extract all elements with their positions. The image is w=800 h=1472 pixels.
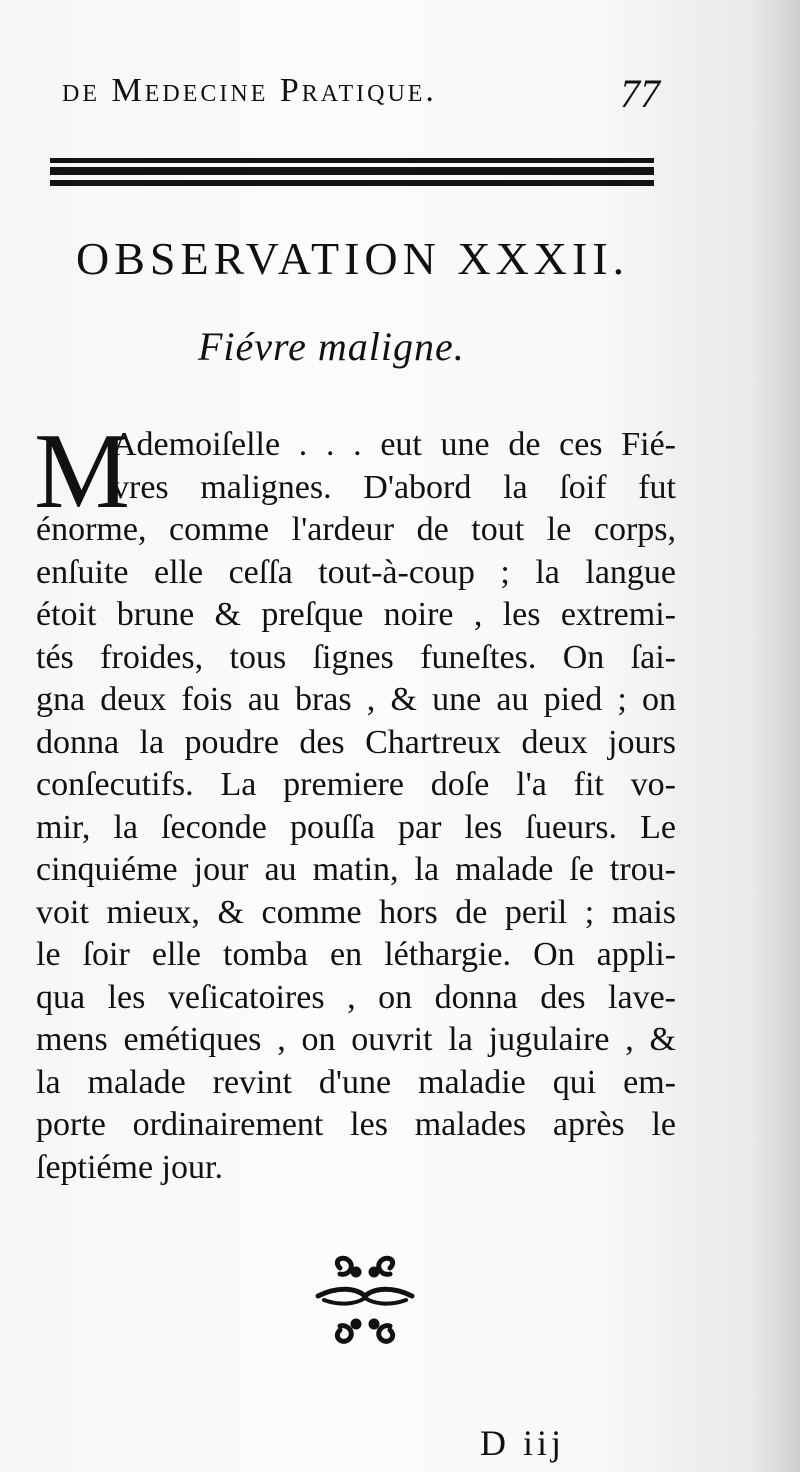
header-rule <box>50 158 654 190</box>
text-line: porte ordinairement les malades après le <box>36 1106 676 1143</box>
text-line: ſeptiéme jour. <box>36 1148 223 1186</box>
text-line: cinquiéme jour au matin, la malade ſe trou- <box>36 851 676 888</box>
text-line: donna la poudre des Chartreux deux jours <box>36 723 676 761</box>
rule-line-top <box>50 158 654 163</box>
text-line: enſuite elle ceſſa tout-à-coup ; la langue <box>36 553 676 591</box>
text-line: gna deux fois au bras , & une au pied ; on <box>36 681 676 718</box>
page-number: 77 <box>620 71 660 116</box>
rule-line-middle <box>50 167 654 175</box>
signature-mark: D iij <box>480 1423 566 1463</box>
text-line: Ademoiſelle . . . eut une de ces Fié- <box>112 426 676 463</box>
text-line: voit mieux, & comme hors de peril ; mais <box>36 893 676 931</box>
text-line: qua les veſicatoires , on donna des lave- <box>36 978 676 1016</box>
text-line: mir, la ſeconde pouſſa par les ſueurs. Le <box>36 808 676 846</box>
running-head: de Medecine Pratique. <box>62 72 437 109</box>
observation-subtitle: Fiévre maligne. <box>198 324 465 369</box>
text-line: la malade revint d'une maladie qui em- <box>36 1063 676 1101</box>
observation-title: OBSERVATION XXXII. <box>76 233 630 284</box>
text-line: énorme, comme l'ardeur de tout le corps, <box>36 511 676 548</box>
drop-cap: M <box>34 412 131 531</box>
text-line: mens emétiques , on ouvrit la jugulaire , & <box>36 1021 676 1058</box>
text-line: le ſoir elle tomba en léthargie. On appli- <box>36 936 676 973</box>
text-line: vres malignes. D'abord la ſoif fut <box>112 468 676 506</box>
text-line: conſecutifs. La premiere doſe l'a fit vo- <box>36 766 676 803</box>
text-line: tés froides, tous ſignes funeſtes. On ſai- <box>36 638 676 676</box>
body-text <box>34 412 676 1189</box>
text-line: étoit brune & preſque noire , les extremi- <box>36 596 676 633</box>
fleuron-ornament-icon <box>310 1250 420 1350</box>
rule-line-bottom <box>50 180 654 186</box>
